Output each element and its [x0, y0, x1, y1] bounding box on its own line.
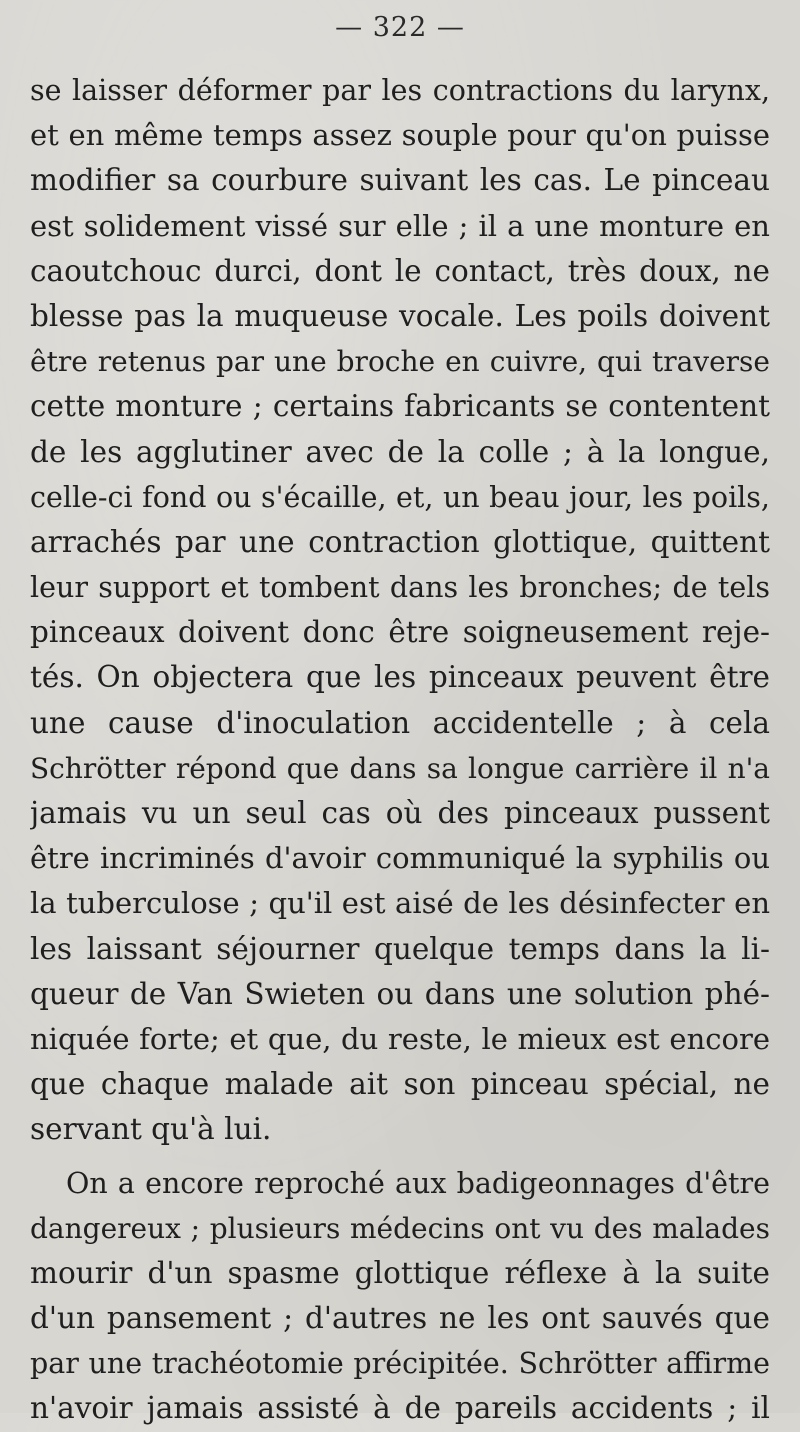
text-line: n'avoir jamais assisté à de pareils accidents ; il [30, 1391, 770, 1426]
text-line: servant qu'à lui. [30, 1112, 272, 1147]
text-line: tés. On objectera que les pinceaux peuvent être [30, 660, 770, 695]
text-line: Schrötter répond que dans sa longue carrière il n'a [30, 751, 770, 785]
text-line: la tuberculose ; qu'il est aisé de les désinfecter en [30, 886, 770, 921]
text-line: queur de Van Swieten ou dans une solution phé- [30, 976, 770, 1011]
paragraph-gap [30, 1153, 770, 1161]
text-line: de les agglutiner avec de la colle ; à la longue, [30, 434, 770, 469]
text-line: mourir d'un spasme glottique réflexe à la suite [30, 1255, 770, 1290]
text-line: est solidement vissé sur elle ; il a une monture en [30, 208, 770, 243]
text-line: arrachés par une contraction glottique, quittent [30, 524, 770, 559]
text-line: une cause d'inoculation accidentelle ; à cela [30, 705, 770, 740]
body-text [30, 68, 770, 1432]
text-line: celle-ci fond ou s'écaille, et, un beau jour, les poils, [30, 480, 770, 514]
text-line: On a encore reproché aux badigeonnages d'être [66, 1166, 770, 1200]
text-line: jamais vu un seul cas où des pinceaux pussent [30, 796, 770, 830]
page-number: — 322 — [335, 12, 465, 43]
text-line: les laissant séjourner quelque temps dans la li- [30, 931, 770, 966]
text-line: leur support et tombent dans les bronches; de tels [30, 571, 770, 605]
paragraph [30, 1161, 770, 1432]
text-line: d'un pansement ; d'autres ne les ont sauvés que [30, 1301, 770, 1336]
text-line: pinceaux doivent donc être soigneusement reje- [30, 615, 770, 650]
text-line: modifier sa courbure suivant les cas. Le pinceau [30, 163, 770, 198]
text-line: se laisser déformer par les contractions du larynx, [30, 74, 770, 107]
text-line: que chaque malade ait son pinceau spécial, ne [30, 1067, 770, 1102]
text-line: niquée forte; et que, du reste, le mieux est encore [30, 1021, 770, 1056]
text-line: et en même temps assez souple pour qu'on puisse [30, 118, 770, 153]
paragraph [30, 68, 770, 1153]
text-line: cette monture ; certains fabricants se contentent [30, 389, 770, 424]
text-line: être incriminés d'avoir communiqué la syphilis ou [30, 841, 770, 876]
text-line: être retenus par une broche en cuivre, qui traverse [30, 345, 770, 379]
text-line: dangereux ; plusieurs médecins ont vu des malades [30, 1211, 770, 1245]
text-line: par une trachéotomie précipitée. Schrötter affirme [30, 1347, 770, 1381]
text-line: blesse pas la muqueuse vocale. Les poils doivent [30, 298, 770, 333]
text-line: caoutchouc durci, dont le contact, très doux, ne [30, 253, 770, 288]
